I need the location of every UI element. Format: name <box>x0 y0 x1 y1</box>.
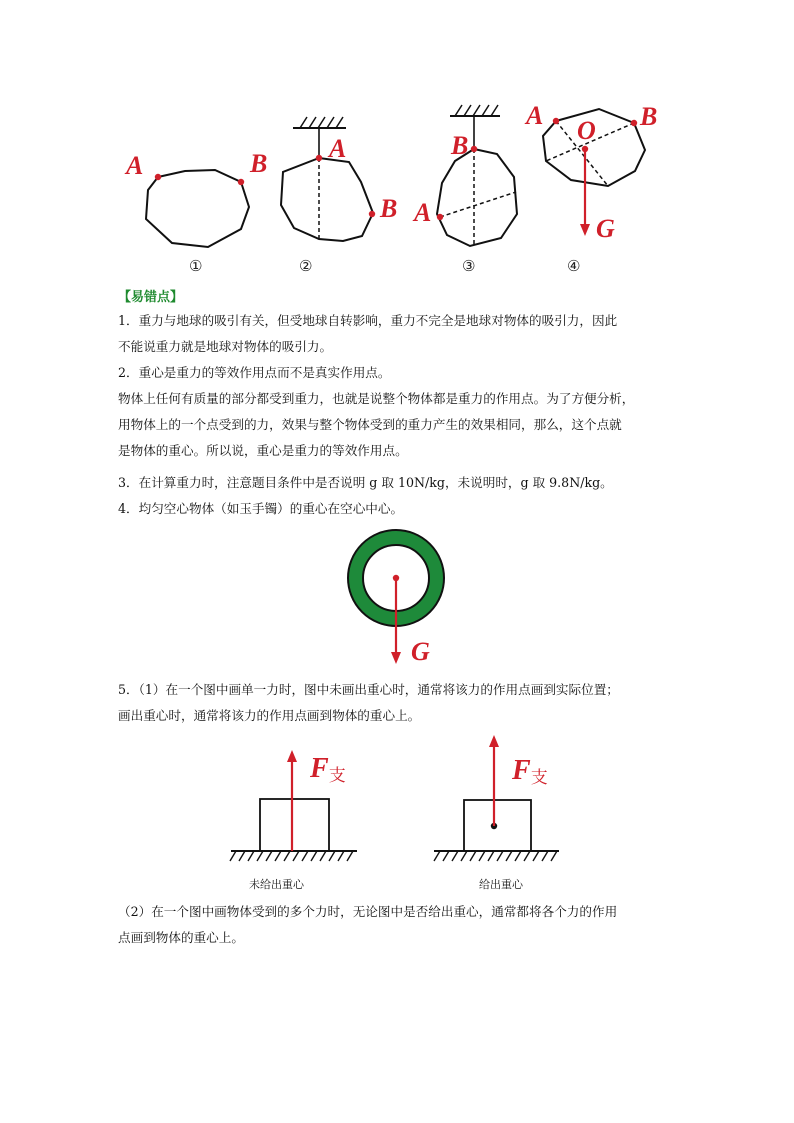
left-block <box>260 799 329 851</box>
paragraph-line: 物体上任何有质量的部分都受到重力，也就是说整个物体都是重力的作用点。为了方便分析， <box>118 391 635 406</box>
figure-number-1: ① <box>189 257 203 275</box>
shape-1-label-b: B <box>250 149 268 178</box>
right-block <box>464 800 531 851</box>
left-caption: 未给出重心 <box>249 878 304 891</box>
gravity-center-figure <box>0 0 794 290</box>
shape-1-point-b <box>238 179 244 185</box>
shape-4-label-o: O <box>577 116 596 145</box>
left-force-label: F支 <box>310 753 346 786</box>
ring-gravity-arrowhead <box>391 652 401 664</box>
ring-figure <box>0 525 794 675</box>
paragraph-line: 5．（1）在一个图中画单一力时，图中未画出重心时，通常将该力的作用点画到实际位置； <box>118 682 619 697</box>
shape-3-label-a: A <box>414 198 432 227</box>
shape-4-label-g: G <box>596 214 615 243</box>
paragraph-line: 不能说重力就是地球对物体的吸引力。 <box>118 339 333 354</box>
shape-2-hatch <box>300 117 343 128</box>
right-force-arrowhead <box>489 735 499 747</box>
figure-number-3: ③ <box>462 257 476 275</box>
right-ground-hatch <box>434 851 557 861</box>
shape-3-point-a <box>437 214 443 220</box>
force-figures <box>0 725 794 895</box>
paragraph-line: 2．重心是重力的等效作用点而不是真实作用点。 <box>118 365 391 380</box>
shape-1-point-a <box>155 174 161 180</box>
figure-number-4: ④ <box>567 257 581 275</box>
shape-3-outline <box>437 149 517 246</box>
right-caption: 给出重心 <box>479 878 523 891</box>
paragraph-line: 画出重心时，通常将该力的作用点画到物体的重心上。 <box>118 708 421 723</box>
shape-2-point-a <box>316 155 322 161</box>
shape-4-label-b: B <box>640 102 658 131</box>
left-force-arrowhead <box>287 750 297 762</box>
section-title: 【易错点】 <box>118 290 184 305</box>
paragraph-line: 1．重力与地球的吸引有关，但受地球自转影响，重力不完全是地球对物体的吸引力，因此 <box>118 313 618 328</box>
shape-4-point-b <box>631 120 637 126</box>
shape-3-dashed-diagonal <box>440 192 516 217</box>
paragraph-line: 3．在计算重力时，注意题目条件中是否说明 g 取 10N/kg，未说明时，g 取 9.8N/kg。 <box>118 475 613 490</box>
shape-2-outline <box>281 158 373 241</box>
paragraph-line: 点画到物体的重心上。 <box>118 930 244 945</box>
right-force-label: F支 <box>512 755 548 788</box>
shape-4-gravity-arrowhead <box>580 224 590 236</box>
paragraph-line: （2）在一个图中画物体受到的多个力时，无论图中是否给出重心，通常都将各个力的作用 <box>118 904 618 919</box>
shape-3-hatch <box>455 105 498 116</box>
shape-1-label-a: A <box>126 151 144 180</box>
left-ground-hatch <box>230 851 353 861</box>
shape-3-point-b <box>471 146 477 152</box>
paragraph-line: 用物体上的一个点受到的力，效果与整个物体受到的重力产生的效果相同，那么，这个点就 <box>118 417 622 432</box>
figure-number-2: ② <box>299 257 313 275</box>
shape-2-label-b: B <box>380 194 398 223</box>
shape-4-point-a <box>553 118 559 124</box>
paragraph-line: 4．均匀空心物体（如玉手镯）的重心在空心中心。 <box>118 501 404 516</box>
shape-4-label-a: A <box>526 101 544 130</box>
shape-2-point-b <box>369 211 375 217</box>
ring-label-g: G <box>411 637 430 666</box>
shape-2-label-a: A <box>329 134 347 163</box>
shape-3-label-b: B <box>451 131 469 160</box>
paragraph-line: 是物体的重心。所以说，重心是重力的等效作用点。 <box>118 443 408 458</box>
shape-1-outline <box>146 170 249 247</box>
